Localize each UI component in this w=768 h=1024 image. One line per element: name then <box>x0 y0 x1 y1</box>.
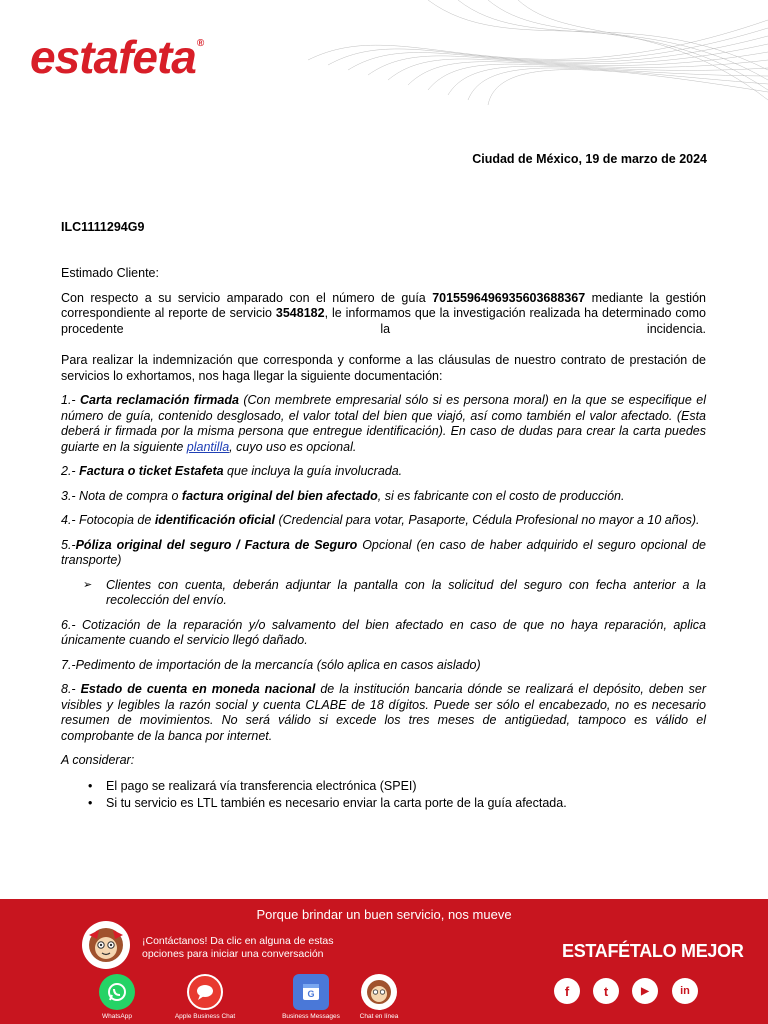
item-4 <box>61 513 706 529</box>
contact-line-2: opciones para iniciar una conversación <box>142 948 324 960</box>
item-8-bold: Estado de cuenta en moneda nacional <box>80 682 316 696</box>
greeting: Estimado Cliente: <box>61 266 159 280</box>
plantilla-link[interactable]: plantilla <box>186 439 230 454</box>
item-2-num: 2.- <box>61 464 80 478</box>
list-item: • El pago se realizará vía transferencia electrónica (SPEI) <box>106 779 706 795</box>
item-1-num: 1.- <box>61 393 81 407</box>
google-business-messages-icon <box>293 974 329 1010</box>
arrow-bullet-icon: ➢ <box>83 578 93 591</box>
registered-mark: ® <box>196 38 204 49</box>
item-8-text: de la institución bancaria dónde se realizará el depósito, deben ser visibles y legibles la razón social y cuenta CLABE de 18 dígitos. Puede ser sólo el encabezado, no es necesario resumen de movimientos. No será válido si excede los tres meses de antigüedad, tampoco es válido el comprobante de la banca por internet. <box>61 682 706 743</box>
contact-line-1: ¡Contáctanos! Da clic en alguna de estas <box>142 935 334 947</box>
guia-number: 7015596496935603688367 <box>432 290 586 305</box>
channel-label: Business Messages <box>282 1013 340 1020</box>
mascot-icon <box>82 921 130 969</box>
letter-body <box>61 266 706 814</box>
item-5-num: 5.- <box>61 537 76 552</box>
item-5-sub <box>61 578 706 609</box>
item-3 <box>61 489 706 505</box>
item-5-text: Opcional (en caso de haber adquirido el seguro opcional de transporte) <box>61 537 706 567</box>
list-item: • Si tu servicio es LTL también es necesario enviar la carta porte de la guía afectada. <box>106 796 706 812</box>
item-5-sub-text: Clientes con cuenta, deberán adjuntar la pantalla con la solicitud del seguro con fecha anterior a la recolección del envío. <box>106 577 706 607</box>
item-1 <box>61 393 706 455</box>
channel-label: Chat en línea <box>359 1013 399 1020</box>
item-2-bold: Factura o ticket Estafeta <box>79 464 224 478</box>
consider-title: A considerar: <box>61 753 135 767</box>
svg-text:G: G <box>307 989 315 999</box>
chat-mascot-icon <box>361 974 397 1010</box>
item-1-bold: Carta reclamación firmada <box>80 393 239 407</box>
item-5 <box>61 538 706 569</box>
item-1-tail: , cuyo uso es opcional. <box>229 439 357 454</box>
channel-label: WhatsApp <box>102 1013 132 1020</box>
intro-b: mediante la gestión correspondiente al reporte de servicio <box>61 290 706 320</box>
consider-list <box>61 779 706 812</box>
item-3-text: , si es fabricante con el costo de producción. <box>377 488 625 503</box>
item-2-text: que incluya la guía involucrada. <box>223 464 403 478</box>
decorative-waves <box>308 0 768 120</box>
logo-text: estafeta <box>30 31 196 83</box>
intro-paragraph <box>61 291 706 338</box>
item-3-bold: factura original del bien afectado <box>181 488 378 503</box>
facebook-icon[interactable]: f <box>554 978 580 1004</box>
linkedin-icon[interactable]: in <box>672 978 698 1004</box>
apple-business-chat-channel[interactable] <box>160 974 250 1020</box>
intro-a: Con respecto a su servicio amparado con el número de guía <box>61 290 433 305</box>
intro-c: , le informamos que la investigación realizada ha determinado como procedente la incidencia. <box>61 306 706 336</box>
report-number: 3548182 <box>275 306 325 320</box>
item-2 <box>61 464 706 480</box>
whatsapp-channel[interactable] <box>72 974 162 1020</box>
item-7: 7.-Pedimento de importación de la mercancía (sólo aplica en casos aislado) <box>61 657 481 672</box>
channel-label: Apple Business Chat <box>174 1013 236 1020</box>
reference-code: ILC1111294G9 <box>61 220 145 234</box>
chat-en-linea-channel[interactable] <box>334 974 424 1020</box>
item-3-num: 3.- Nota de compra o <box>61 488 182 503</box>
twitter-icon[interactable]: t <box>593 978 619 1004</box>
item-5-bold: Póliza original del seguro / Factura de Seguro <box>75 537 358 552</box>
estafeta-logo <box>30 30 203 84</box>
documentation-paragraph: Para realizar la indemnización que corresponda y conforme a las cláusulas de nuestro contrato de prestación de servicios lo exhortamos, nos haga llegar la siguiente documentación: <box>61 353 706 383</box>
item-1-text: (Con membrete empresarial sólo si es persona moral) en la que se especifique el número de guía, contenido desglosado, el valor total del bien que viajó, así como también el valor afectado. (Esta deberá ir firmada por la misma persona que entregue identificación). En caso de dudas para crear la carta puedes guiarte en la siguiente <box>61 393 706 454</box>
item-6: 6.- Cotización de la reparación y/o salvamento del bien afectado en caso de que no haya reparación, aplica únicamente cuando el servicio llegó dañado. <box>61 617 706 647</box>
item-8 <box>61 682 706 744</box>
footer-banner <box>0 899 768 1024</box>
footer-tagline: Porque brindar un buen servicio, nos mueve <box>256 907 512 922</box>
youtube-icon[interactable]: ▶ <box>632 978 658 1004</box>
item-4-bold: identificación oficial <box>154 513 275 527</box>
item-4-text: (Credencial para votar, Pasaporte, Cédula Profesional no mayor a 10 años). <box>274 513 700 527</box>
item-4-num: 4.- Fotocopia de <box>61 513 155 527</box>
footer-slogan: ESTAFÉTALO MEJOR <box>562 941 744 961</box>
whatsapp-icon <box>99 974 135 1010</box>
contact-text <box>142 935 333 961</box>
apple-business-chat-icon <box>187 974 223 1010</box>
item-8-num: 8.- <box>61 682 81 696</box>
letter-date: Ciudad de México, 19 de marzo de 2024 <box>472 152 707 166</box>
